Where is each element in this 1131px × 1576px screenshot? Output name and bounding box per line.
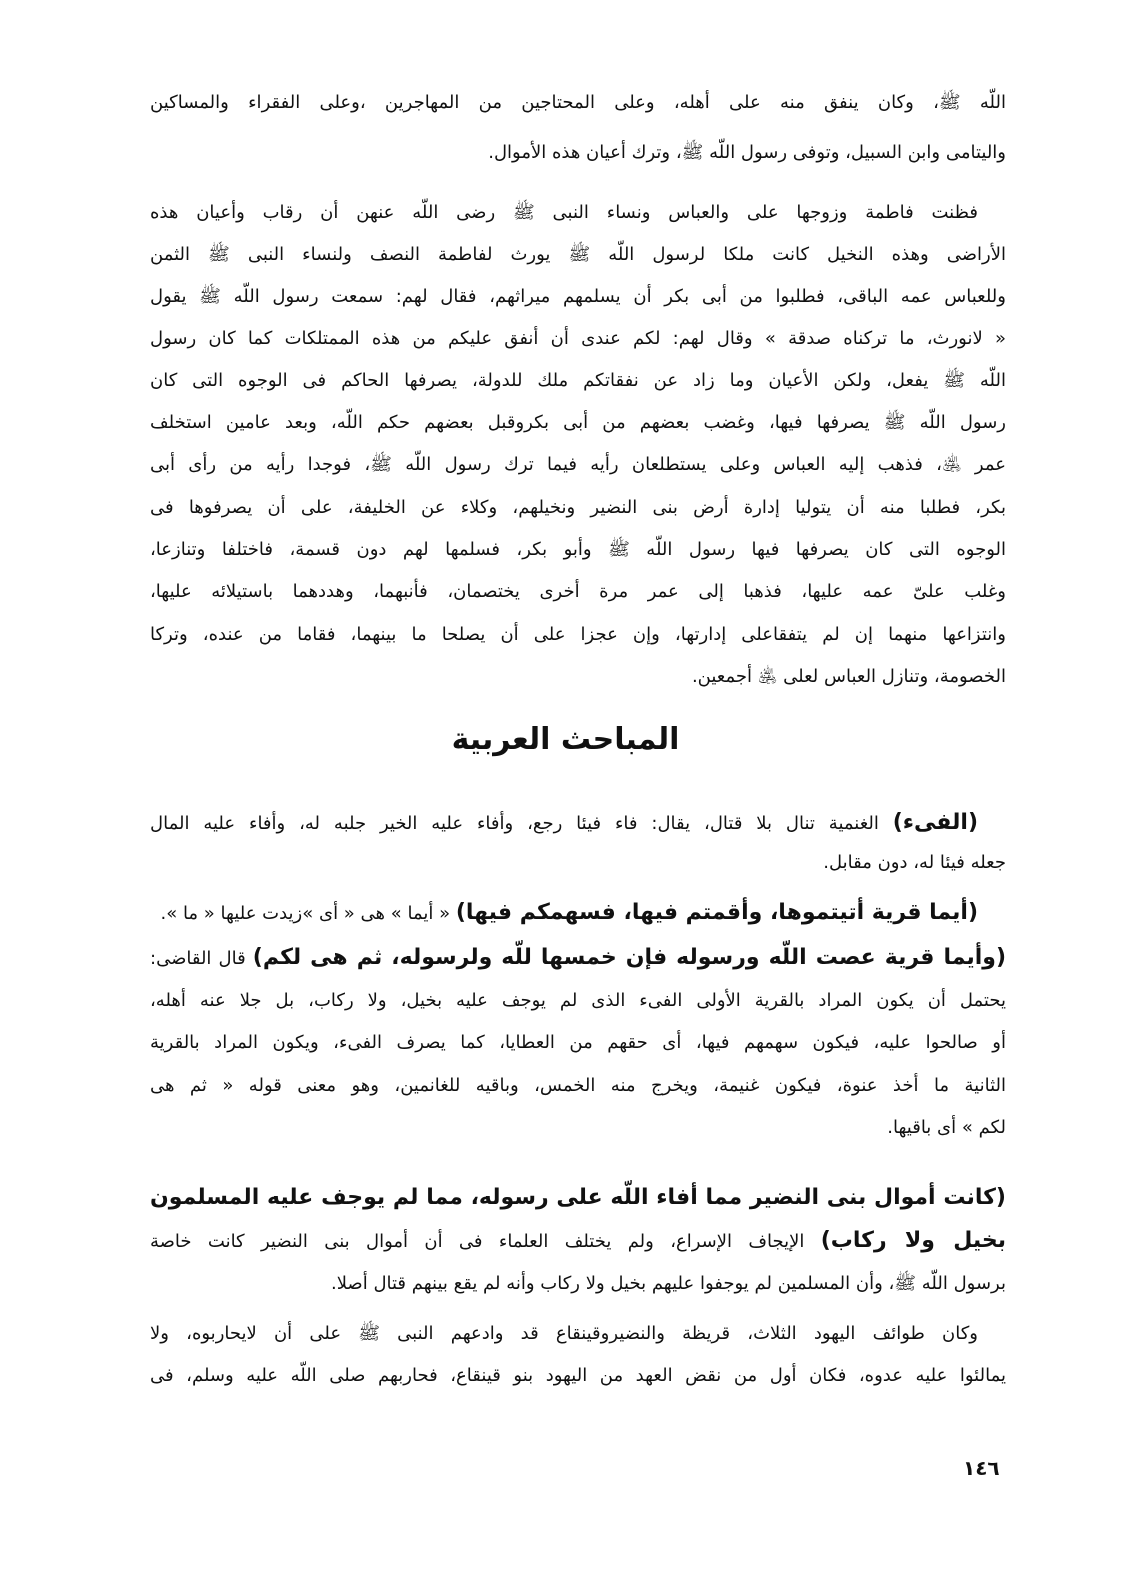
line-text: « أيما » هى « أى »زيدت عليها « ما ». — [160, 903, 456, 924]
text-line — [150, 1180, 1006, 1216]
text-line — [150, 366, 1006, 396]
line-text: الغنمية تنال بلا قتال، يقال: فاء فيئا رجع، وأفاء عليه الخير جلبه له، وأفاء عليه المال — [150, 813, 893, 834]
line-text: أو صالحوا عليه، فيكون سهمهم فيها، أى حقهم من العطايا، كما يصرف الفىء، ويكون المراد بالقرية — [150, 1032, 1006, 1053]
term-bold: (أيما قرية أتيتموها، وأقمتم فيها، فسهمكم فيها) — [455, 900, 978, 925]
text-line — [150, 138, 1006, 168]
line-text: « لانورث، ما تركناه صدقة » وقال لهم: لكم عندى أن أنفق عليكم من هذه الممتلكات كما كان رسول — [150, 328, 1006, 349]
line-text: وللعباس عمه الباقى، فطلبوا من أبى بكر أن يسلمهم ميراثهم، فقال لهم: سمعت رسول اللّه ﷺ يقول — [150, 286, 1006, 307]
text-line — [150, 620, 1006, 650]
line-text: اللّه ﷺ يفعل، ولكن الأعيان وما زاد عن نفقاتكم ملك للدولة، يصرفها الحاكم فى الوجوه التى كان — [150, 370, 1006, 391]
line-text: الوجوه التى كان يصرفها فيها رسول اللّه ﷺ وأبو بكر، فسلمها لهم دون قسمة، فاختلفا وتنازعا، — [150, 539, 1006, 560]
text-line — [150, 535, 1006, 565]
text-line — [150, 240, 1006, 270]
text-line — [150, 1269, 1006, 1299]
text-line — [150, 848, 1006, 878]
line-text: لكم » أى باقيها. — [887, 1117, 1006, 1138]
page-number: ١٤٦ — [963, 1456, 1000, 1480]
text-line — [150, 198, 1006, 228]
line-text: يحتمل أن يكون المراد بالقرية الأولى الفىء الذى لم يوجف عليه بخيل، ولا ركاب، بل جلا عنه أهله، — [150, 990, 1006, 1011]
text-line — [150, 1319, 1006, 1349]
line-text: وكان طوائف اليهود الثلاث، قريظة والنضيروقينقاع قد وادعهم النبى ﷺ على أن لايحاربوه، ولا — [150, 1323, 978, 1344]
line-text: جعله فيئا له، دون مقابل. — [823, 852, 1006, 873]
text-line — [150, 940, 1006, 976]
text-line — [150, 806, 1006, 840]
line-text: واليتامى وابن السبيل، وتوفى رسول اللّه ﷺ، وترك أعيان هذه الأموال. — [488, 142, 1006, 163]
line-text: الإيجاف الإسراع، ولم يختلف العلماء فى أن أموال بنى النضير كانت خاصة — [150, 1231, 821, 1252]
line-text: بكر، فطلبا منه أن يتوليا إدارة أرض بنى النضير ونخيلهم، وكلاء عن الخليفة، على أن يصرفوها فى — [150, 497, 1006, 518]
text-line — [150, 577, 1006, 607]
line-text: يمالئوا عليه عدوه، فكان أول من نقض العهد من اليهود بنو قينقاع، فحاربهم صلى اللّه عليه وسلم، فى — [150, 1365, 1006, 1386]
text-line — [150, 88, 1006, 118]
text-line — [150, 493, 1006, 523]
line-text: وانتزاعها منهما إن لم يتفقاعلى إدارتها، وإن عجزا على أن يصلحا ما بينهما، فقاما من عنده، وتركا — [150, 624, 1006, 645]
line-text: برسول اللّه ﷺ، وأن المسلمين لم يوجفوا عليهم بخيل ولا ركاب وأنه لم يقع بينهم قتال أصلا. — [330, 1273, 1006, 1294]
term-bold: (كانت أموال بنى النضير مما أفاء اللّه على رسوله، مما لم يوجف عليه المسلمون — [150, 1185, 1006, 1210]
term-bold: (وأيما قرية عصت اللّه ورسوله فإن خمسها للّه ولرسوله، ثم هى لكم) — [252, 945, 1006, 970]
text-line — [150, 1113, 1006, 1143]
text-line — [150, 1223, 1006, 1259]
text-line — [150, 1071, 1006, 1101]
line-text: الخصومة، وتنازل العباس لعلى ﵁ أجمعين. — [691, 666, 1006, 687]
text-line — [150, 324, 1006, 354]
text-line — [150, 450, 1006, 480]
line-text: رسول اللّه ﷺ يصرفها فيها، وغضب بعضهم من أبى بكروقبل بعضهم حكم اللّه، وبعد عامين استخلف — [150, 412, 1006, 433]
text-line — [150, 662, 1006, 692]
term-bold: (الفىء) — [892, 810, 978, 835]
line-text: اللّه ﷺ، وكان ينفق منه على أهله، وعلى المحتاجين من المهاجرين ،وعلى الفقراء والمساكين — [150, 92, 1006, 113]
text-line — [150, 282, 1006, 312]
line-text: الأراضى وهذه النخيل كانت ملكا لرسول اللّه ﷺ يورث لفاطمة النصف ولنساء النبى ﷺ الثمن — [150, 244, 1006, 265]
line-text: قال القاضى: — [150, 948, 253, 969]
term-bold: بخيل ولا ركاب) — [820, 1228, 1006, 1253]
line-text: عمر ﵁، فذهب إليه العباس وعلى يستطلعان رأيه فيما ترك رسول اللّه ﷺ، فوجدا رأيه من رأى أبى — [150, 454, 1006, 475]
text-line — [150, 1028, 1006, 1058]
text-line — [150, 1361, 1006, 1391]
line-text: الثانية ما أخذ عنوة، فيكون غنيمة، ويخرج منه الخمس، وباقيه للغانمين، وهو معنى قوله « ثم هى — [150, 1075, 1006, 1096]
text-line — [150, 986, 1006, 1016]
line-text: وغلب علىّ عمه عليها، فذهبا إلى عمر مرة أخرى يختصمان، فأنبهما، وهددهما باستيلائه عليها، — [150, 581, 1006, 602]
line-text: فظنت فاطمة وزوجها على والعباس ونساء النبى ﷺ رضى اللّه عنهن أن رقاب وأعيان هذه — [150, 202, 978, 223]
text-line — [150, 896, 1006, 930]
text-line — [150, 408, 1006, 438]
section-title: المباحث العربية — [451, 722, 680, 757]
